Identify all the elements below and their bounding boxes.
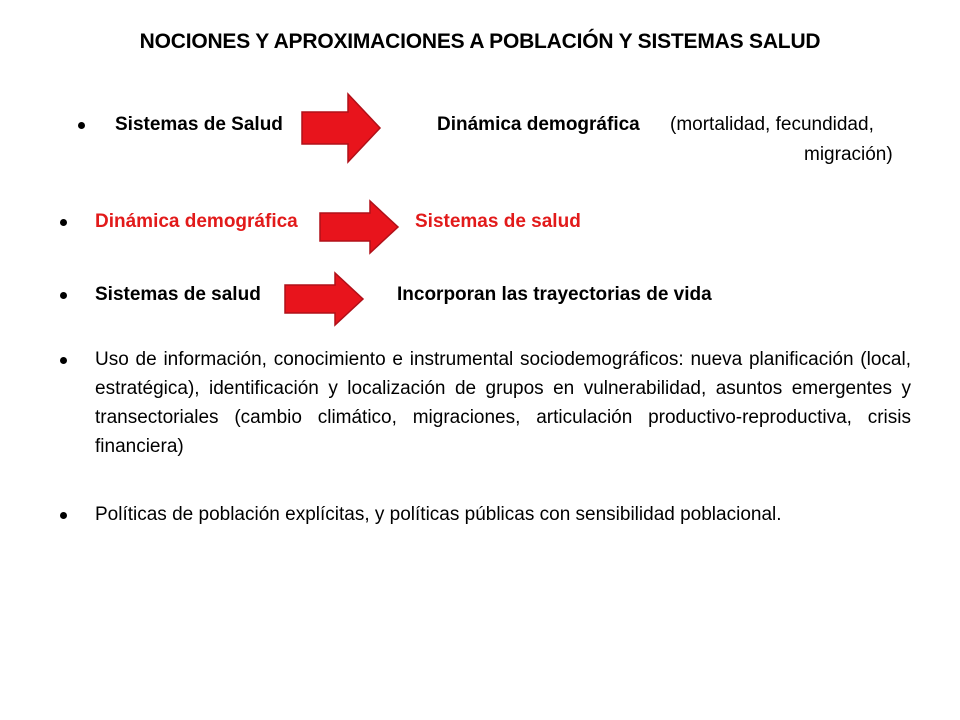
- bullet-5: [60, 512, 67, 519]
- row1-right-text-1: (mortalidad, fecundidad,: [670, 114, 874, 135]
- row2-left: Dinámica demográfica: [95, 211, 298, 232]
- row3-left: Sistemas de salud: [95, 284, 261, 305]
- row1-right-bold: Dinámica demográfica: [437, 114, 640, 135]
- row2-right: Sistemas de salud: [415, 211, 581, 232]
- row1-left: Sistemas de Salud: [115, 114, 283, 135]
- bullet-2: [60, 219, 67, 226]
- arrow-right-icon: [283, 271, 365, 327]
- row5-paragraph: Políticas de población explícitas, y políticas públicas con sensibilidad poblacional.: [95, 504, 782, 525]
- row3-right: Incorporan las trayectorias de vida: [397, 284, 712, 305]
- arrow-right-icon: [300, 92, 382, 164]
- bullet-4: [60, 357, 67, 364]
- bullet-3: [60, 292, 67, 299]
- bullet-1: [78, 122, 85, 129]
- page-title: NOCIONES Y APROXIMACIONES A POBLACIÓN Y SISTEMAS SALUD: [139, 30, 821, 53]
- arrow-right-icon: [318, 199, 400, 255]
- row1-right-text-2: migración): [804, 144, 893, 165]
- row4-paragraph: Uso de información, conocimiento e instrumental sociodemográficos: nueva planificación (local, estratégica), identificación y localización de grupos en vulnerabilidad, asuntos emergentes y transectoriales (cambio climático, migraciones, articulación productivo-reproductiva, crisis financiera): [95, 349, 911, 457]
